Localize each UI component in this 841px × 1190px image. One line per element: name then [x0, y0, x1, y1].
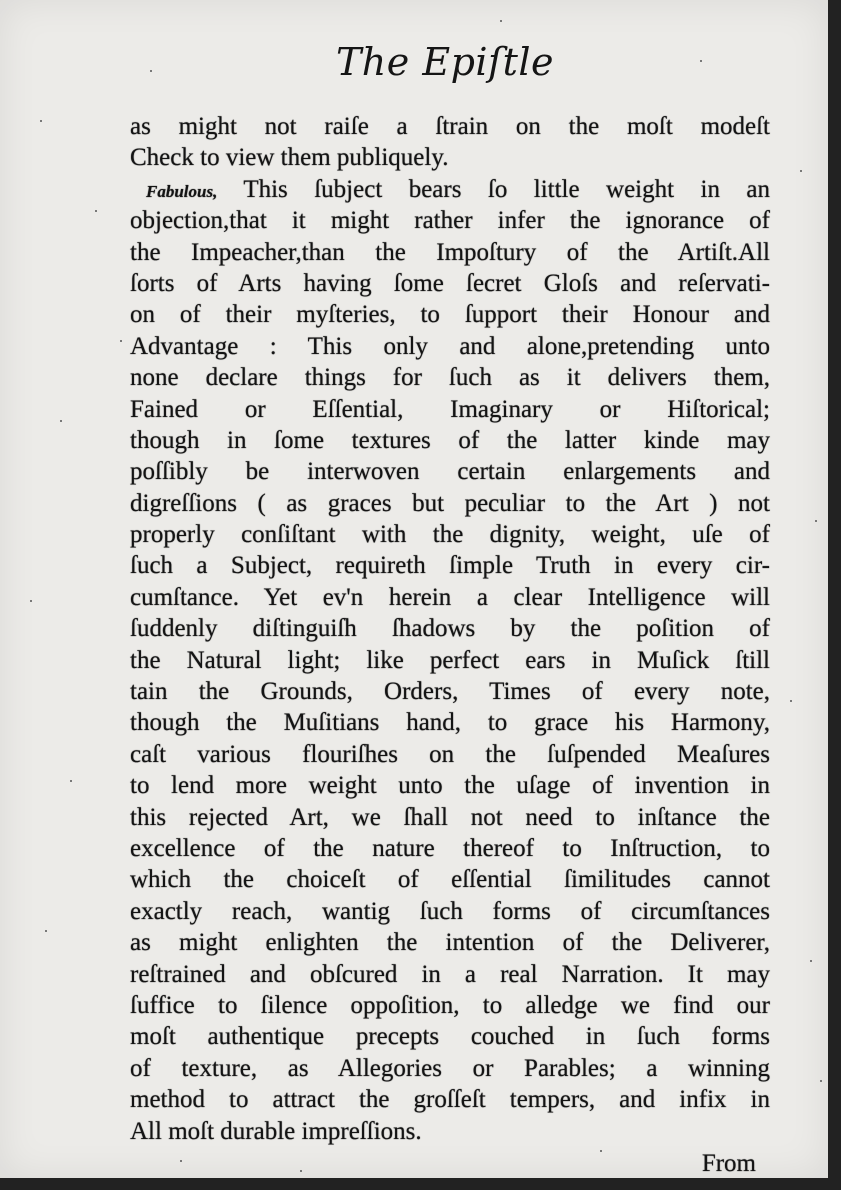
scan-speck — [790, 700, 792, 702]
scan-speck — [30, 600, 32, 602]
text-line: the Impeacher,than the Impoſtury of the Artiſt.All — [130, 238, 770, 266]
scan-speck — [700, 60, 702, 62]
text-line: properly conſiſtant with the dignity, weight, uſe of — [130, 521, 770, 549]
text-line: though the Muſitians hand, to grace his Harmony, — [130, 709, 770, 737]
catchword: From — [701, 1150, 756, 1177]
text-line: of texture, as Allegories or Parables; a winning — [130, 1054, 770, 1082]
scan-speck — [150, 70, 152, 72]
text-line: Advantage : This only and alone,pretending unto — [130, 332, 770, 360]
text-line: ſuddenly diſtinguiſh ſhadows by the poſition of — [130, 615, 770, 643]
scan-speck — [180, 1160, 182, 1162]
scan-speck — [70, 780, 72, 782]
italic-lead-word: Fabulous, — [146, 181, 218, 201]
text-line: caſt various flouriſhes on the ſuſpended Meaſures — [130, 740, 770, 768]
text-line: on of their myſteries, to ſupport their Honour and — [130, 301, 770, 329]
text-line: excellence of the nature thereof to Inſtruction, to — [130, 834, 770, 862]
scan-speck — [120, 340, 122, 342]
scan-speck — [600, 1150, 602, 1152]
text-line: All moſt durable impreſſions. — [130, 1117, 422, 1145]
text-line: which the choiceſt of eſſential ſimilitudes cannot — [130, 866, 770, 894]
text-line: the Natural light; like perfect ears in Muſick ſtill — [130, 646, 770, 674]
scan-speck — [40, 120, 42, 122]
body-text — [130, 111, 770, 1147]
text-line: reſtrained and obſcured in a real Narration. It may — [130, 960, 770, 988]
text-line: as might not raiſe a ſtrain on the moſt modeſt — [130, 113, 770, 140]
text-line: ſuch a Subject, requireth ſimple Truth in every cir- — [130, 552, 770, 580]
text-line: ſorts of Arts having ſome ſecret Gloſs and reſervati- — [130, 269, 770, 297]
running-title: The Epiſtle — [335, 40, 555, 84]
text-line: digreſſions ( as graces but peculiar to the Art ) not — [130, 489, 770, 517]
text-line: objection,that it might rather infer the ignorance of — [130, 207, 770, 235]
text-line: moſt authentique precepts couched in ſuch forms — [130, 1023, 770, 1051]
scan-speck — [500, 20, 502, 22]
text-line: though in ſome textures of the latter kinde may — [130, 426, 770, 454]
text-line: cumſtance. Yet ev'n herein a clear Intelligence will — [130, 583, 770, 611]
scan-speck — [95, 210, 97, 212]
line-text: This ſubject bears ſo little weight in an — [243, 175, 770, 203]
text-line: method to attract the groſſeſt tempers, and infix in — [130, 1086, 770, 1114]
text-line: poſſibly be interwoven certain enlargements and — [130, 458, 770, 486]
scan-speck — [60, 420, 62, 422]
text-line: as might enlighten the intention of the Deliverer, — [130, 929, 770, 957]
text-line: Check to view them publiquely. — [130, 144, 449, 172]
text-line: to lend more weight unto the uſage of invention in — [130, 772, 770, 800]
text-line: none declare things for ſuch as it delivers them, — [130, 364, 770, 392]
scan-speck — [815, 520, 817, 522]
scan-speck — [45, 930, 47, 932]
text-line: exactly reach, wantig ſuch forms of circumſtances — [130, 897, 770, 925]
text-line: this rejected Art, we ſhall not need to inſtance the — [130, 803, 770, 831]
text-line: Fained or Eſſential, Imaginary or Hiſtorical; — [130, 395, 770, 423]
scan-speck — [810, 960, 812, 962]
scan-speck — [820, 1080, 822, 1082]
scan-speck — [300, 1170, 302, 1172]
text-line: tain the Grounds, Orders, Times of every note, — [130, 678, 770, 706]
scan-speck — [800, 170, 802, 172]
text-line — [130, 174, 770, 205]
text-line: ſuffice to ſilence oppoſition, to alledge we find our — [130, 991, 770, 1019]
